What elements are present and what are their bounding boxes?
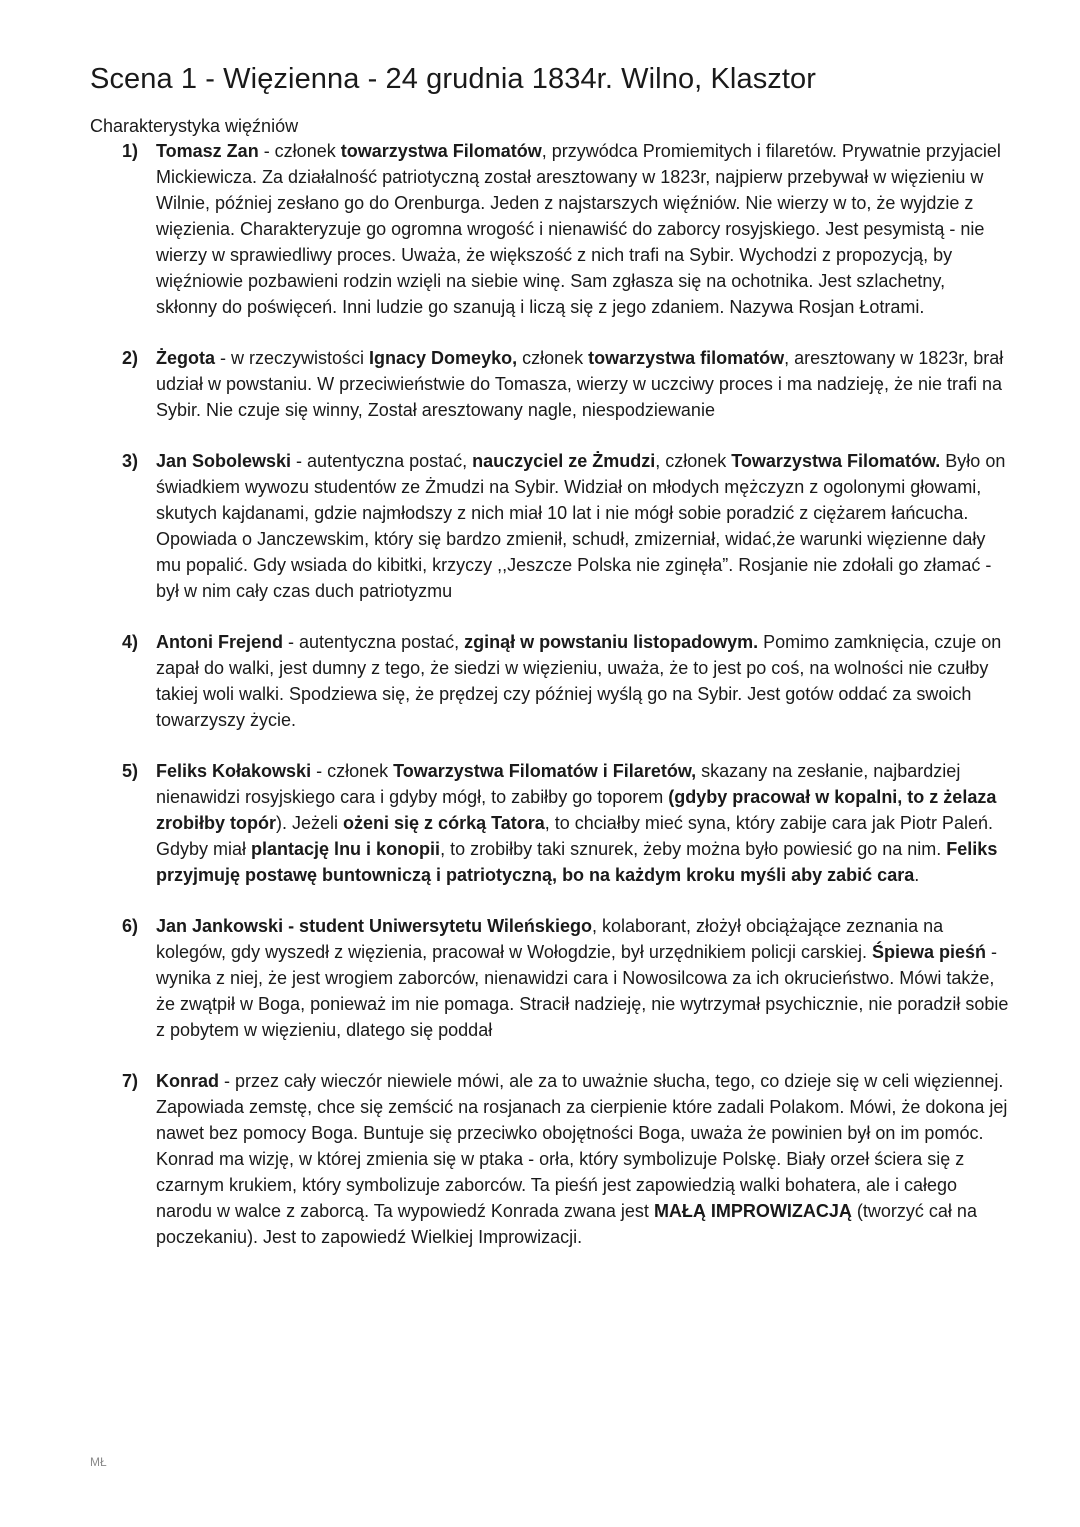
text-segment: Było on świadkiem wywozu studentów ze Żmudzi na Sybir. Widział on młodych mężczyzn z ogolonymi głowami, skutych kajdanami, gdzie najmłodszy z nich miał 10 lat i nie mógł sobie poradzić z ciężarem łańcucha. Opowiada o Janczewskim, który się bardzo zmienił, schudł, zmizerniał, widać,że warunki więzienne dały mu popalić. Gdy wsiada do kibitki, krzyczy ,,Jeszcze Polska nie zginęła”. Rosjanie nie zdołali go złamać - był w nim cały czas duch patriotyzmu (156, 451, 1006, 601)
bold-text: Ignacy Domeyko, (369, 348, 518, 368)
list-number: 1) (122, 141, 139, 161)
bold-text: towarzystwa filomatów (588, 348, 785, 368)
character-list (0, 138, 1080, 1275)
text-segment: , to zrobiłby taki sznurek, żeby można było powiesić go na nim. (440, 839, 947, 859)
bold-text: Towarzystwa Filomatów i Filaretów, (393, 761, 697, 781)
text-segment: - przez cały wieczór niewiele mówi, ale za to uważnie słucha, tego, co dzieje się w celi więziennej. Zapowiada zemstę, chce się zemścić na rosjanach za cierpienie które zadali Polakom. Mówi, że dokona jej nawet bez pomocy Boga. Buntuje się przeciwko obojętności Boga, uważa że powinien był on im pomóc. Konrad ma wizję, w której zmienia się w ptaka - orła, który symbolizuje Polskę. Biały orzeł ściera się z czarnym krukiem, który symbolizuje zaborców. Ta pieśń jest zapowiedzią walki bohatera, ale i całego narodu w walce z zaborcą. Ta wypowiedź Konrada zwana jest (156, 1071, 1008, 1221)
bold-text: Śpiewa pieśń (871, 942, 987, 962)
bold-text: (gdyby pracował w kopalni, to z żelaza zrobiłby topór (156, 787, 997, 833)
text-segment: . (914, 865, 920, 885)
bold-text: towarzystwa Filomatów (340, 141, 542, 161)
footer-initials: MŁ (90, 1455, 107, 1469)
text-segment: , aresztowany w 1823r, brał udział w powstaniu. W przeciwieństwie do Tomasza, wierzy w uczciwy proces i ma nadzieję, że nie trafi na Sybir. Nie czuje się winny, Został aresztowany nagle, niespodziewanie (156, 348, 1004, 420)
character-item (0, 448, 1080, 604)
character-item (0, 1068, 1080, 1250)
section-subtitle: Charakterystyka więźniów (90, 116, 299, 136)
text-segment: - wynika z niej, że jest wrogiem zaborców, nienawidzi cara i Nowosilcowa za ich okrucieństwo. Mówi także, że zwątpił w Boga, ponieważ im nie pomaga. Stracił nadzieję, nie wytrzymał psychicznie, nie poradził sobie z pobytem w więzieniu, dlatego się poddał (156, 942, 1009, 1040)
text-segment: członek (517, 348, 589, 368)
text-segment: - autentyczna postać, (291, 451, 473, 471)
text-segment: - w rzeczywistości (215, 348, 370, 368)
bold-text: ożeni się z córką Tatora (343, 813, 545, 833)
text-segment: , przywódca Promiemitych i filaretów. Prywatnie przyjaciel Mickiewicza. Za działalność patriotyczną został aresztowany w 1823r, najpierw przebywał w więzieniu w Wilnie, później zesłano go do Orenburga. Jeden z najstarszych więźniów. Nie wierzy w to, że wyjdzie z więzienia. Charakteryzuje go ogromna wrogość i nienawiść do zaborcy rosyjskiego. Jest pesymistą - nie wierzy w sprawiedliwy proces. Uważa, że większość z nich trafi na Sybir. Wychodzi z propozycją, by więźniowie pozbawieni rodzin wzięli na siebie winę. Sam zgłasza się na ochotnika. Jest szlachetny, skłonny do poświęceń. Inni ludzie go szanują i liczą się z jego zdaniem. Nazywa Rosjan Łotrami. (156, 141, 1001, 317)
list-number: 6) (122, 916, 139, 936)
text-segment: ). Jeżeli (276, 813, 344, 833)
bold-text: MAŁĄ IMPROWIZACJĄ (653, 1201, 852, 1221)
bold-text: Żegota (156, 348, 216, 368)
text-segment: - członek (258, 141, 341, 161)
list-number: 5) (122, 761, 139, 781)
bold-text: zginął w powstaniu listopadowym. (464, 632, 759, 652)
bold-text: plantację lnu i konopii (251, 839, 441, 859)
character-item (0, 913, 1080, 1043)
text-segment: , członek (655, 451, 732, 471)
text-segment: , to chciałby mieć syna, który zabije cara jak Piotr Paleń. Gdyby miał (156, 813, 993, 859)
bold-text: Tomasz Zan (156, 141, 259, 161)
bold-text: Towarzystwa Filomatów. (731, 451, 941, 471)
list-number: 4) (122, 632, 139, 652)
text-segment: (tworzyć cał na poczekaniu). Jest to zapowiedź Wielkiej Improwizacji. (156, 1201, 977, 1247)
text-segment: - członek (311, 761, 394, 781)
bold-text: Jan Sobolewski (156, 451, 292, 471)
page-title: Scena 1 - Więzienna - 24 grudnia 1834r. Wilno, Klasztor (90, 63, 817, 95)
text-segment: , kolaborant, złożył obciążające zeznania na kolegów, gdy wyszedł z więzienia, pracował w Wołogdzie, był urzędnikiem policji carskiej. (156, 916, 944, 962)
text-segment: skazany na zesłanie, najbardziej nienawidzi rosyjskiego cara i gdyby mógł, to zabiłby go toporem (156, 761, 961, 807)
text-segment: - autentyczna postać, (283, 632, 465, 652)
bold-text: Feliks przyjmuję postawę buntowniczą i patriotyczną, bo na każdym kroku myśli aby zabić cara (156, 839, 998, 885)
character-item (0, 758, 1080, 888)
bold-text: Konrad (156, 1071, 219, 1091)
bold-text: nauczyciel ze Żmudzi (472, 451, 656, 471)
character-item (0, 138, 1080, 320)
bold-text: Jan Jankowski - student Uniwersytetu Wileńskiego (156, 916, 592, 936)
list-number: 3) (122, 451, 139, 471)
list-number: 7) (122, 1071, 139, 1091)
bold-text: Antoni Frejend (156, 632, 283, 652)
character-item (0, 629, 1080, 733)
bold-text: Feliks Kołakowski (156, 761, 312, 781)
list-number: 2) (122, 348, 139, 368)
text-segment: Pomimo zamknięcia, czuje on zapał do walki, jest dumny z tego, że siedzi w więzieniu, uważa, że to jest po coś, na wolności nie czułby takiej woli walki. Spodziewa się, że prędzej czy później wyślą go na Sybir. Jest gotów oddać za swoich towarzyszy życie. (156, 632, 1002, 730)
character-item (0, 345, 1080, 423)
